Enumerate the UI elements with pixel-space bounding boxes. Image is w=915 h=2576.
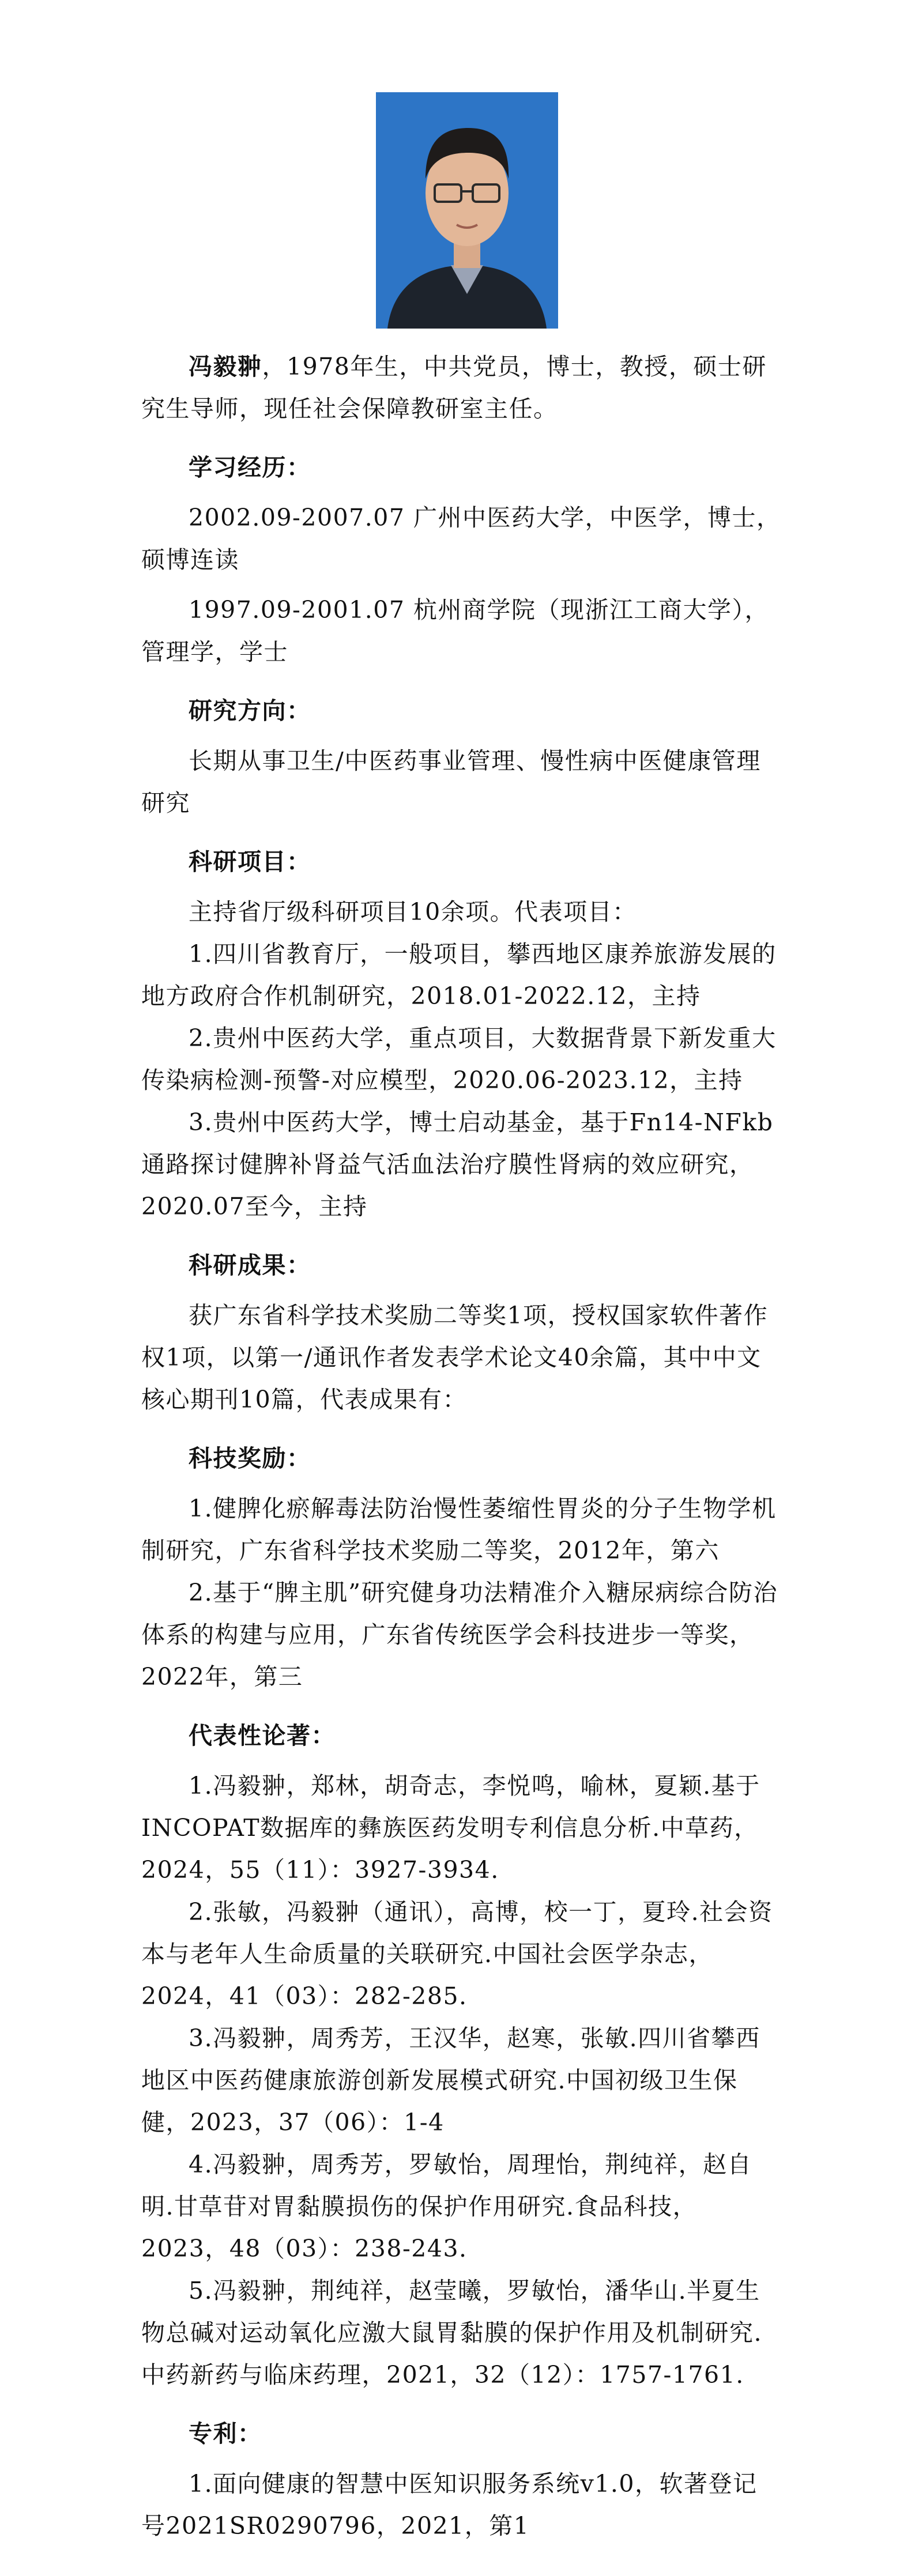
paper-item: 2.张敏，冯毅翀（通讯），高博，校一丁，夏玲.社会资本与老年人生命质量的关联研究.中国社会医学杂志，2024，41（03）：282-285. (141, 1898, 773, 2010)
paper-item: 5.冯毅翀，荆纯祥，赵莹曦，罗敏怡，潘华山.半夏生物总碱对运动氧化应激大鼠胃黏膜的保护作用及机制研究.中药新药与临床药理，2021，32（12）：1757-1761. (141, 2277, 763, 2389)
profile-content (141, 346, 781, 2547)
paper-item: 4.冯毅翀，周秀芳，罗敏怡，周理怡，荆纯祥，赵自明.甘草苷对胃黏膜损伤的保护作用研究.食品科技，2023，48（03）：238-243. (141, 2151, 752, 2262)
research-direction-text: 长期从事卫生/中医药事业管理、慢性病中医健康管理研究 (141, 747, 761, 817)
paper-item: 1.冯毅翀，郑林，胡奇志，李悦鸣，喻林，夏颖.基于INCOPAT数据库的彝族医药发明专利信息分析.中草药，2024，55（11）：3927-3934. (141, 1772, 760, 1884)
award-item: 1.健脾化瘀解毒法防治慢性萎缩性胃炎的分子生物学机制研究，广东省科学技术奖励二等奖，2012年，第六 (141, 1495, 777, 1564)
awards-heading: 科技奖励： (189, 1444, 311, 1472)
profile-photo (376, 92, 558, 329)
papers-heading: 代表性论著： (189, 1722, 336, 1749)
person-name: 冯毅翀 (189, 353, 262, 380)
projects-intro: 主持省厅级科研项目10余项。代表项目： (189, 898, 637, 926)
achievements-text: 获广东省科学技术奖励二等奖1项，授权国家软件著作权1项，以第一/通讯作者发表学术论文40余篇，其中中文核心期刊10篇，代表成果有： (141, 1302, 769, 1413)
patents-heading: 专利： (189, 2420, 262, 2447)
research-direction-heading: 研究方向： (189, 697, 311, 725)
intro-paragraph (141, 346, 781, 430)
award-item: 2.基于“脾主肌”研究健身功法精准介入糖尿病综合防治体系的构建与应用，广东省传统医学会科技进步一等奖，2022年，第三 (141, 1579, 778, 1691)
education-heading: 学习经历： (189, 454, 311, 481)
intro-text: ，1978年生，中共党员，博士，教授，硕士研究生导师，现任社会保障教研室主任。 (141, 353, 767, 423)
project-item: 2.贵州中医药大学，重点项目，大数据背景下新发重大传染病检测-预警-对应模型，2020.06-2023.12，主持 (141, 1024, 777, 1094)
projects-heading: 科研项目： (189, 848, 311, 876)
achievements-heading: 科研成果： (189, 1251, 311, 1279)
education-item: 2002.09-2007.07 广州中医药大学，中医学，博士，硕博连读 (141, 504, 781, 574)
paper-item: 3.冯毅翀，周秀芳，王汉华，赵寒，张敏.四川省攀西地区中医药健康旅游创新发展模式研究.中国初级卫生保健，2023，37（06）：1-4 (141, 2024, 760, 2136)
project-item: 3.贵州中医药大学，博士启动基金，基于Fn14-NFkb通路探讨健脾补肾益气活血法治疗膜性肾病的效应研究，2020.07至今，主持 (141, 1108, 774, 1220)
education-item: 1997.09-2001.07 杭州商学院（现浙江工商大学），管理学，学士 (141, 596, 769, 666)
patent-item: 1.面向健康的智慧中医知识服务系统v1.0，软著登记号2021SR0290796，2021，第1 (141, 2470, 758, 2540)
project-item: 1.四川省教育厅，一般项目，攀西地区康养旅游发展的地方政府合作机制研究，2018.01-2022.12，主持 (141, 940, 777, 1010)
